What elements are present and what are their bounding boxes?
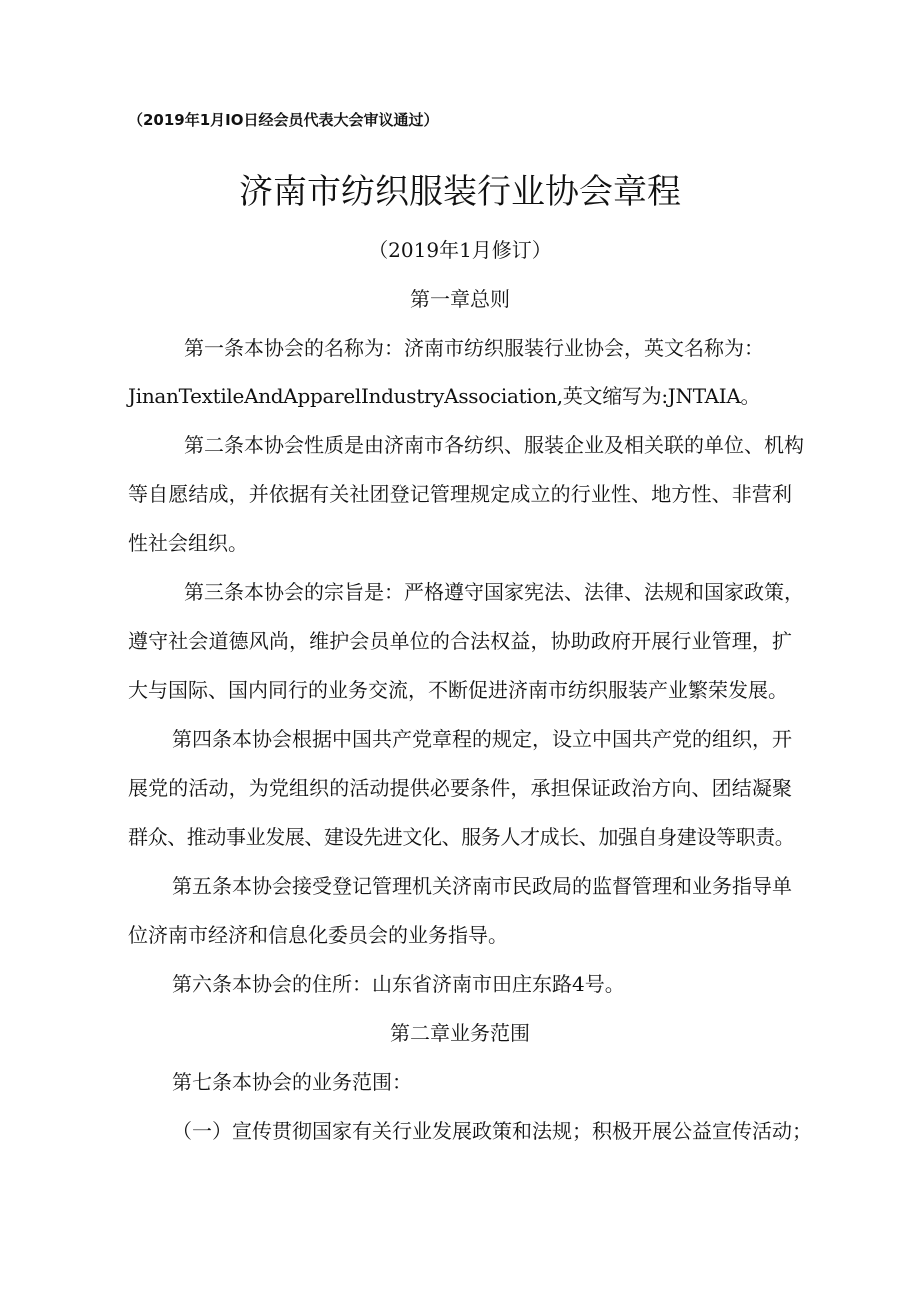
chapter-2-heading: 第二章业务范围 xyxy=(390,1021,530,1045)
article-2-line-2: 等自愿结成，并依据有关社团登记管理规定成立的行业性、地方性、非营利 xyxy=(128,482,792,506)
article-4-line-1: 第四条本协会根据中国共产党章程的规定，设立中国共产党的组织，开 xyxy=(172,727,792,751)
article-5-line-2: 位济南市经济和信息化委员会的业务指导。 xyxy=(128,923,508,947)
article-4-line-3: 群众、推动事业发展、建设先进文化、服务人才成长、加强自身建设等职责。 xyxy=(128,825,795,849)
article-3-line-3: 大与国际、国内同行的业务交流，不断促进济南市纺织服装产业繁荣发展。 xyxy=(128,678,788,702)
approval-note: （2019年1月IO日经会员代表大会审议通过） xyxy=(128,111,439,129)
article-7-item-1: （一）宣传贯彻国家有关行业发展政策和法规；积极开展公益宣传活动； xyxy=(172,1119,812,1143)
article-7-line-1: 第七条本协会的业务范围： xyxy=(172,1070,412,1094)
article-1-line-2: JinanTextileAndApparelIndustryAssociation,英文缩写为:JNTAIA。 xyxy=(128,384,761,408)
article-5-line-1: 第五条本协会接受登记管理机关济南市民政局的监督管理和业务指导单 xyxy=(172,874,792,898)
article-3-line-2: 遵守社会道德风尚，维护会员单位的合法权益，协助政府开展行业管理，扩 xyxy=(128,629,792,653)
article-4-line-2: 展党的活动，为党组织的活动提供必要条件，承担保证政治方向、团结凝聚 xyxy=(128,776,792,800)
chapter-1-heading: 第一章总则 xyxy=(410,287,510,311)
document-title: 济南市纺织服装行业协会章程 xyxy=(239,172,681,212)
article-2-line-1: 第二条本协会性质是由济南市各纺织、服装企业及相关联的单位、机构 xyxy=(184,433,804,457)
revision-note: （2019年1月修订） xyxy=(368,238,552,262)
article-1-line-1: 第一条本协会的名称为：济南市纺织服装行业协会，英文名称为： xyxy=(184,336,764,360)
article-3-line-1: 第三条本协会的宗旨是：严格遵守国家宪法、法律、法规和国家政策， xyxy=(184,580,804,604)
article-2-line-3: 性社会组织。 xyxy=(128,531,248,555)
article-6-line-1: 第六条本协会的住所：山东省济南市田庄东路4号。 xyxy=(172,972,625,996)
